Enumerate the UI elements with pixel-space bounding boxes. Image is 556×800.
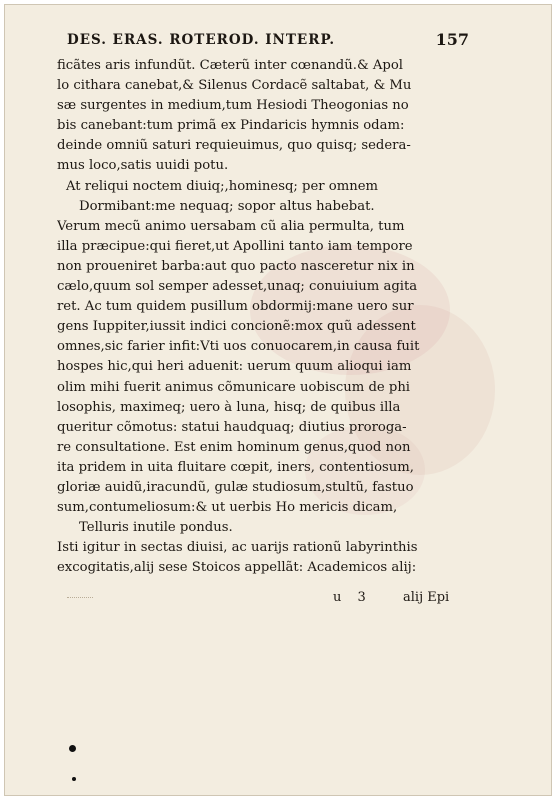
text-line: non proueniret barba:aut quo pacto nasceretur nix in xyxy=(57,258,415,274)
text-line: sæ surgentes in medium,tum Hesiodi Theogonias no xyxy=(57,98,409,114)
folio-number: 157 xyxy=(435,30,469,49)
text-line: queritur cõmotus: statui haudquaq; diutius proroga- xyxy=(57,419,407,435)
text-line: re consultatione. Est enim hominum genus,quod non xyxy=(57,439,411,455)
text-line: Verum mecũ animo uersabam cũ alia permulta, tum xyxy=(57,218,405,234)
text-line: ita pridem in uita fluitare cœpit, iners, contentiosum, xyxy=(57,459,414,475)
text-line: Dormibant:me nequaq; sopor altus habebat. xyxy=(79,198,375,214)
text-line: hospes hic,qui heri aduenit: uerum quum alioqui iam xyxy=(57,359,412,375)
book-page xyxy=(4,4,552,796)
text-line: olim mihi fuerit animus cõmunicare uobiscum de phi xyxy=(57,379,411,395)
ink-dot xyxy=(69,745,76,752)
page-header xyxy=(67,30,469,56)
text-line: Telluris inutile pondus. xyxy=(79,520,233,536)
text-line: omnes,sic farier infit:Vti uos conuocarem,in causa fuit xyxy=(57,339,420,355)
text-line: Isti igitur in sectas diuisi, ac uarijs rationũ labyrinthis xyxy=(57,540,418,556)
text-line: ficãtes aris infundũt. Cæterũ inter cœnandũ.& Apol xyxy=(57,58,403,73)
catchword: alij Epi xyxy=(403,590,450,605)
text-line: bis canebant:tum primã ex Pindaricis hymnis odam: xyxy=(57,118,405,134)
text-line: illa præcipue:qui fieret,ut Apollini tanto iam tempore xyxy=(57,238,413,254)
text-line: deinde omniũ saturi requieuimus, quo quisq; sedera- xyxy=(57,138,411,154)
text-line: mus loco,satis uuidi potu. xyxy=(57,158,229,174)
text-line: cælo,quum sol semper adesset,unaq; conuiuium agita xyxy=(57,279,418,295)
text-line: gens Iuppiter,iussit indici concionẽ:mox quũ adessent xyxy=(57,319,416,335)
text-line: lo cithara canebat,& Silenus Cordacẽ saltabat, & Mu xyxy=(57,78,412,94)
text-line: At reliqui noctem diuiq;,hominesq; per omnem xyxy=(66,178,379,194)
text-line: excogitatis,alij sese Stoicos appellãt: Academicos alij: xyxy=(57,560,417,576)
running-head: DES. ERAS. ROTEROD. INTERP. xyxy=(67,32,336,48)
page-footer xyxy=(5,590,552,610)
text-line: gloriæ auidũ,iracundũ, gulæ studiosum,stultũ, fastuo xyxy=(57,479,414,495)
text-block xyxy=(57,56,457,578)
text-line: losophis, maximeq; uero à luna, hisq; de quibus illa xyxy=(57,399,401,415)
text-line: ret. Ac tum quidem pusillum obdormij:mane uero sur xyxy=(57,299,414,315)
ink-dot xyxy=(72,777,76,781)
signature-mark: u 3 xyxy=(333,590,372,605)
text-line: sum,contumeliosum:& ut uerbis Ho mericis dicam, xyxy=(57,500,398,516)
